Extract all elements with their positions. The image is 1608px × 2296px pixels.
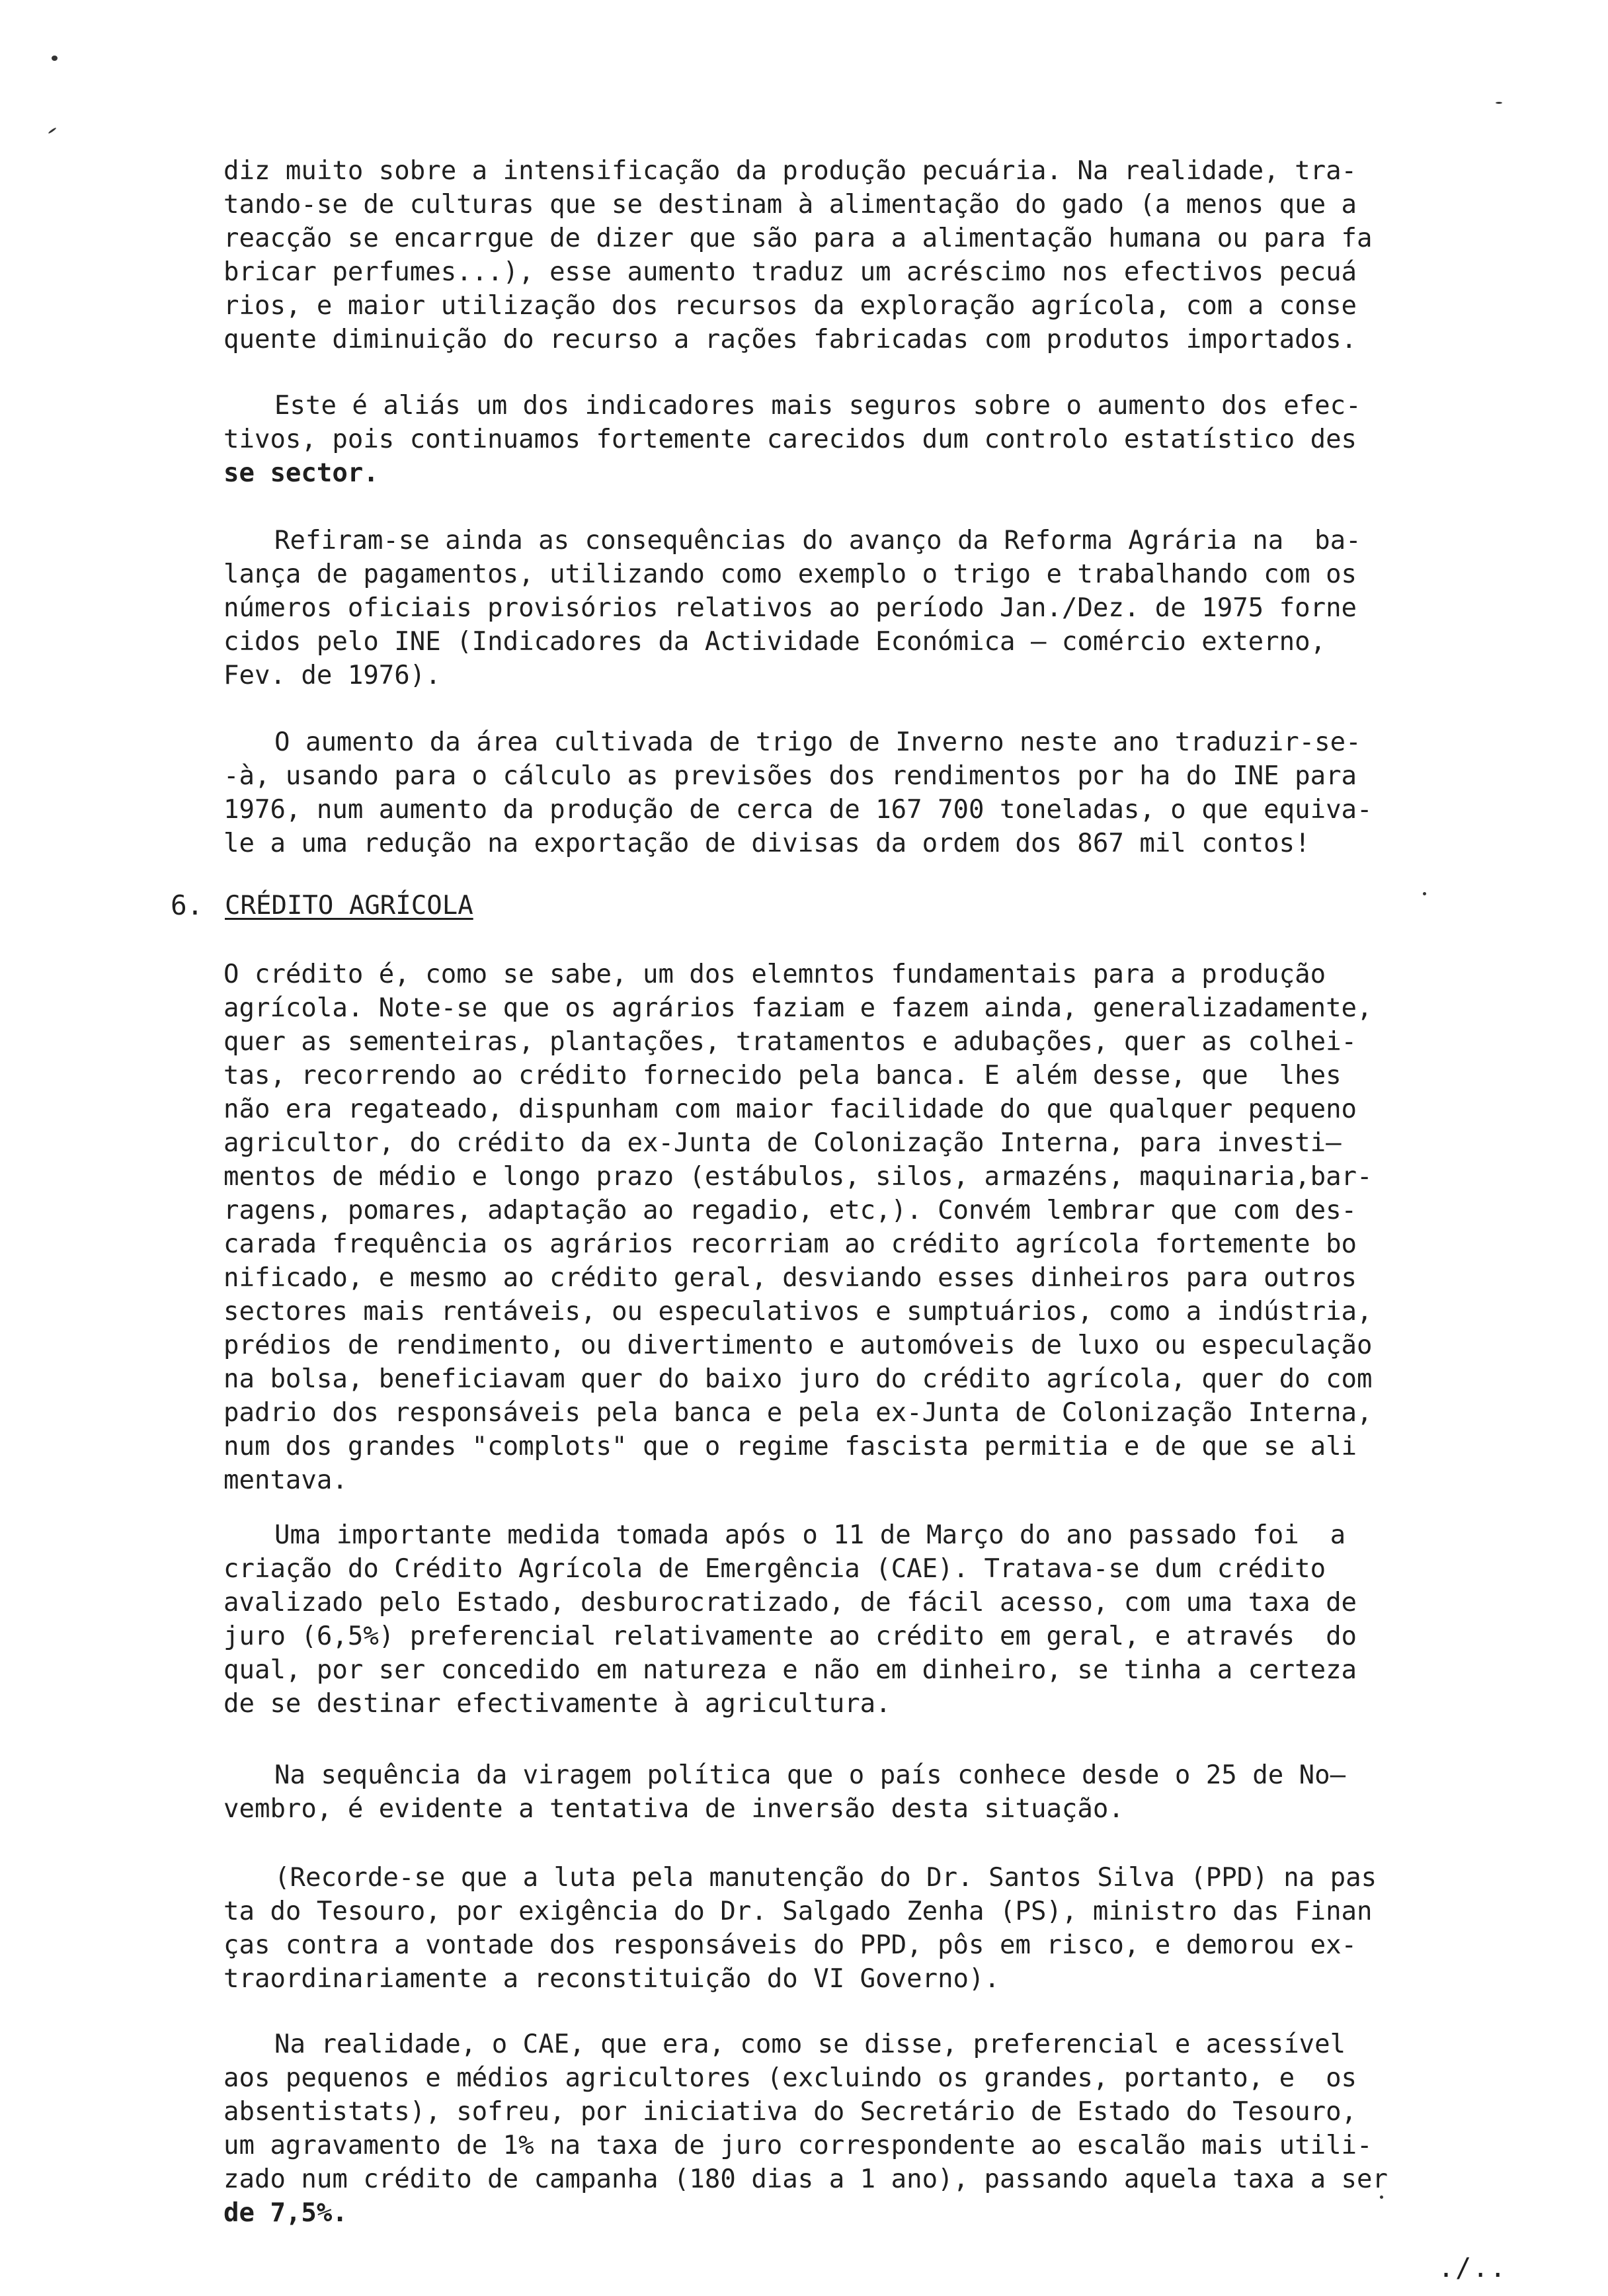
section-paragraph-4 [274,1861,1541,1895]
section-paragraph-1 [223,958,1539,1497]
text-line: avalizado pelo Estado, desburocratizado, de fácil acesso, com uma taxa de [223,1588,1357,1618]
text-line: agrícola. Note-se que os agrários faziam e fazem ainda, generalizadamente, [223,993,1373,1023]
paragraph-3-body [223,557,1539,692]
text-line: ragens, pomares, adaptação ao regadio, etc,). Convém lembrar que com des- [223,1196,1357,1225]
section-paragraph-5-body [223,2061,1539,2230]
text-line: quer as sementeiras, plantações, tratamentos e adubações, quer as colhei- [223,1027,1357,1057]
scan-speck [48,127,56,134]
paragraph-4 [274,725,1541,759]
continuation-mark: ./.. [1438,2253,1508,2283]
text-line: não era regateado, dispunham com maior facilidade do que qualquer pequeno [223,1094,1357,1124]
text-line: criação do Crédito Agrícola de Emergência (CAE). Tratava-se dum crédito [223,1554,1326,1584]
text-line: (Recorde-se que a luta pela manutenção do Dr. Santos Silva (PPD) na pas [274,1863,1377,1893]
text-line: reacção se encarrgue de dizer que são para a alimentação humana ou para fa [223,224,1373,253]
text-line: números oficiais provisórios relativos ao período Jan./Dez. de 1975 forne [223,593,1357,623]
text-line: de se destinar efectivamente à agricultura. [223,1689,891,1719]
section-paragraph-5 [274,2028,1541,2061]
section-number: 6. [171,889,204,921]
text-line: diz muito sobre a intensificação da produção pecuária. Na realidade, tra- [223,156,1357,186]
text-line: qual, por ser concedido em natureza e não em dinheiro, se tinha a certeza [223,1655,1357,1685]
text-line: ta do Tesouro, por exigência do Dr. Salgado Zenha (PS), ministro das Finan [223,1897,1373,1926]
text-line: bricar perfumes...), esse aumento traduz um acréscimo nos efectivos pecuá [223,257,1357,287]
text-line: lança de pagamentos, utilizando como exemplo o trigo e trabalhando com os [223,559,1357,589]
text-line: zado num crédito de campanha (180 dias a 1 ano), passando aquela taxa a ser [223,2164,1388,2194]
text-line: O crédito é, como se sabe, um dos elemntos fundamentais para a produção [223,960,1326,989]
text-line: um agravamento de 1% na taxa de juro correspondente ao escalão mais utili- [223,2131,1373,2160]
text-line: tivos, pois continuamos fortemente carecidos dum controlo estatístico des [223,425,1357,454]
text-line: -à, usando para o cálculo as previsões dos rendimentos por ha do INE para [223,761,1357,791]
section-paragraph-3-body [223,1792,1539,1826]
section-title: CRÉDITO AGRÍCOLA [225,891,473,921]
text-line: mentos de médio e longo prazo (estábulos, silos, armazéns, maquinaria,bar- [223,1162,1373,1192]
text-line: num dos grandes "complots" que o regime fascista permitia e de que se ali [223,1432,1357,1461]
text-line: tando-se de culturas que se destinam à alimentação do gado (a menos que a [223,190,1357,220]
text-line: sectores mais rentáveis, ou especulativos e sumptuários, como a indústria, [223,1297,1373,1327]
text-line: Fev. de 1976). [223,661,441,690]
scan-speck [1496,102,1502,104]
text-line: na bolsa, beneficiavam quer do baixo juro do crédito agrícola, quer do com [223,1364,1373,1394]
text-line: Uma importante medida tomada após o 11 de Março do ano passado foi a [274,1520,1346,1550]
text-line: absentistats), sofreu, por iniciativa do Secretário de Estado do Tesouro, [223,2097,1357,2127]
text-line: ças contra a vontade dos responsáveis do PPD, pôs em risco, e demorou ex- [223,1930,1357,1960]
text-line: carada frequência os agrários recorriam ao crédito agrícola fortemente bo [223,1229,1357,1259]
paragraph-4-body [223,759,1539,860]
paragraph-2 [274,389,1541,423]
section-paragraph-4-body [223,1895,1539,1996]
section-paragraph-2 [274,1518,1541,1552]
paragraph-3 [274,524,1541,557]
text-line: Na sequência da viragem política que o país conhece desde o 25 de No— [274,1760,1346,1790]
text-line: prédios de rendimento, ou divertimento e automóveis de luxo ou especulação [223,1331,1373,1360]
text-line: nificado, e mesmo ao crédito geral, desviando esses dinheiros para outros [223,1263,1357,1293]
text-line: se sector. [223,458,379,488]
text-line: cidos pelo INE (Indicadores da Actividade Económica — comércio externo, [223,627,1326,657]
text-line: O aumento da área cultivada de trigo de Inverno neste ano traduzir-se- [274,727,1361,757]
text-line: rios, e maior utilização dos recursos da exploração agrícola, com a conse [223,291,1357,321]
paragraph-2-body [223,423,1539,490]
text-line: Na realidade, o CAE, que era, como se disse, preferencial e acessível [274,2030,1346,2059]
text-line: traordinariamente a reconstituição do VI Governo). [223,1964,1000,1994]
text-line: quente diminuição do recurso a rações fabricadas com produtos importados. [223,325,1357,354]
section-paragraph-3 [274,1758,1541,1792]
text-line: mentava. [223,1465,348,1495]
scan-speck [1423,892,1426,895]
text-line: tas, recorrendo ao crédito fornecido pela banca. E além desse, que lhes [223,1061,1342,1090]
text-line: padrio dos responsáveis pela banca e pela ex-Junta de Colonização Interna, [223,1398,1373,1428]
paragraph-1 [223,154,1539,356]
text-line: aos pequenos e médios agricultores (excluindo os grandes, portanto, e os [223,2063,1357,2093]
section-paragraph-2-body [223,1552,1539,1721]
text-line: le a uma redução na exportação de divisas da ordem dos 867 mil contos! [223,829,1310,858]
text-line: vembro, é evidente a tentativa de inversão desta situação. [223,1794,1124,1824]
text-line: de 7,5%. [223,2198,348,2228]
text-line: agricultor, do crédito da ex-Junta de Colonização Interna, para investi— [223,1128,1342,1158]
scan-speck [52,56,58,61]
text-line: juro (6,5%) preferencial relativamente ao crédito em geral, e através do [223,1621,1357,1651]
text-line: 1976, num aumento da produção de cerca de 167 700 toneladas, o que equiva- [223,795,1373,825]
text-line: Refiram-se ainda as consequências do avanço da Reforma Agrária na ba- [274,526,1361,555]
text-line: Este é aliás um dos indicadores mais seguros sobre o aumento dos efec- [274,391,1361,421]
